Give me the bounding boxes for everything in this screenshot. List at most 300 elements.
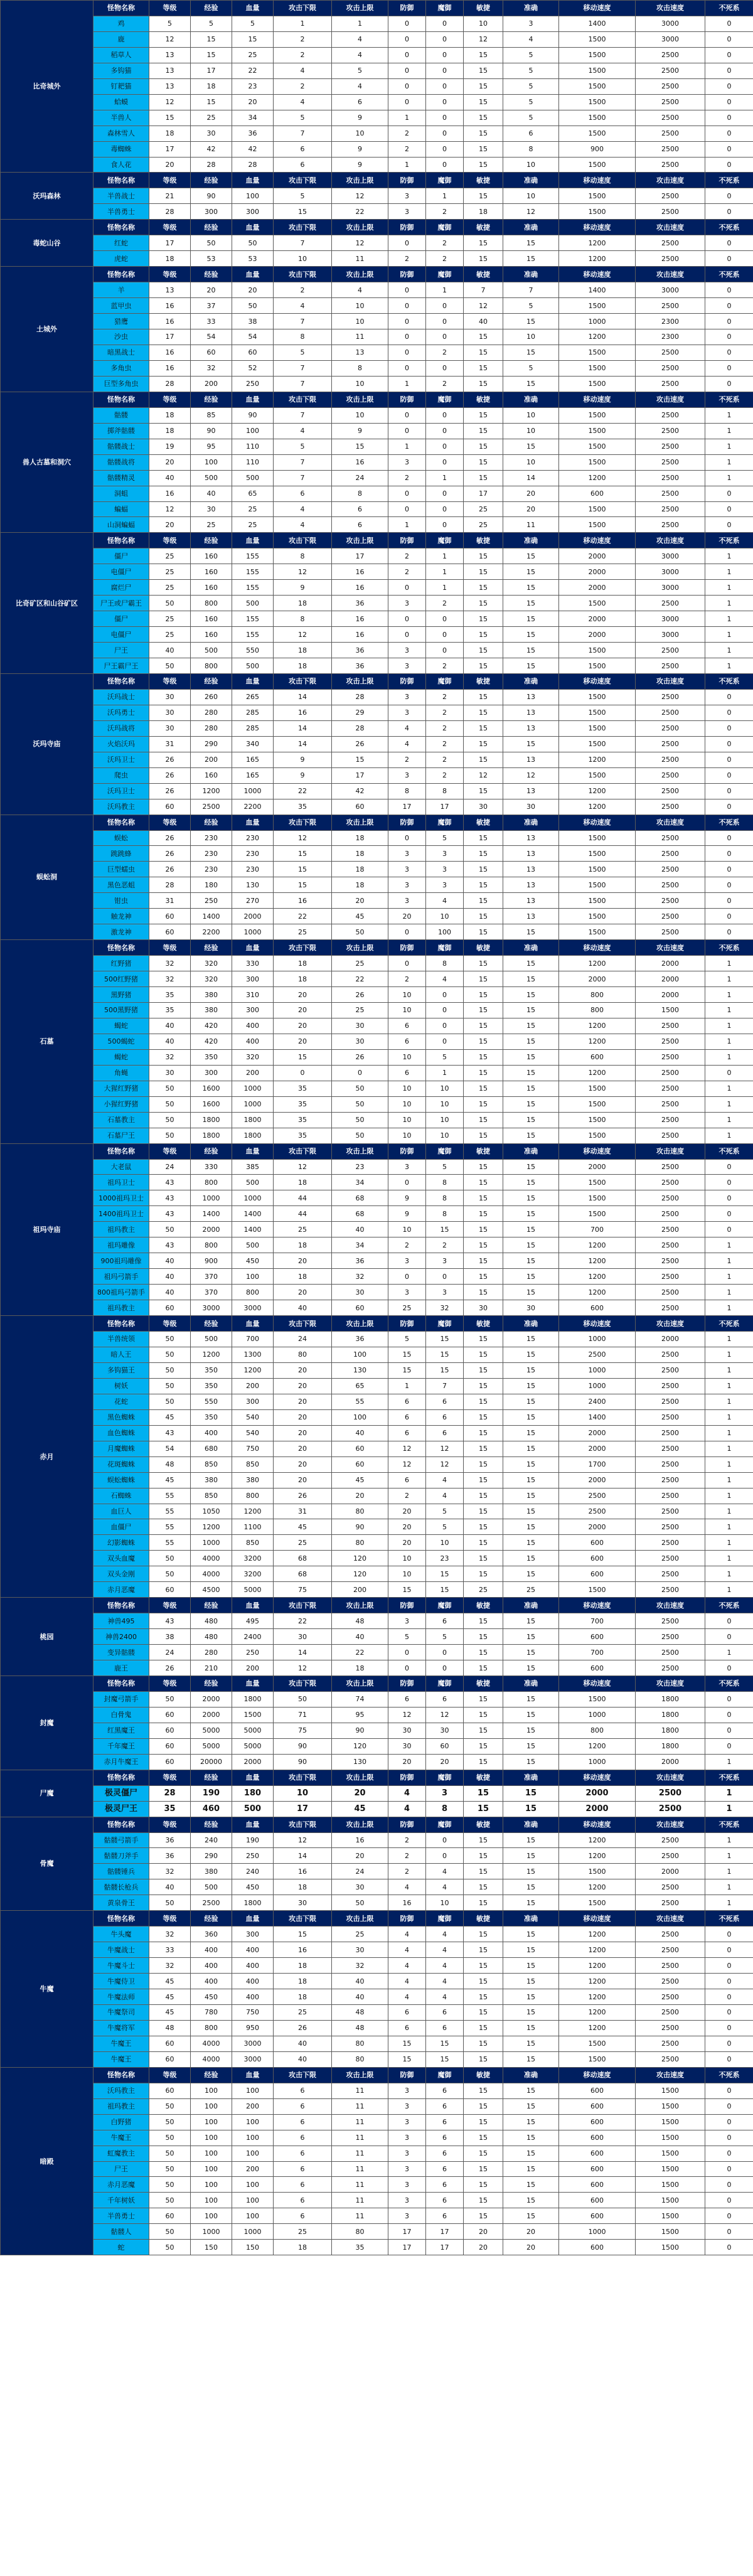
cell-attack-speed: 2500 [636,1801,705,1817]
table-row [1,329,753,345]
cell-exp: 350 [191,1362,232,1378]
cell-move-speed: 1500 [559,360,636,376]
column-header-move-speed: 移动速度 [559,220,636,235]
cell-hp: 300 [232,1927,274,1942]
cell-magic-defense: 10 [426,1081,464,1096]
cell-attack-speed: 1500 [636,2161,705,2177]
cell-hp: 20 [232,94,274,110]
column-header-magic-defense: 魔御 [426,1770,464,1785]
column-header-undead: 不死系 [705,1770,753,1785]
cell-agility: 15 [464,720,503,736]
cell-attack-max: 10 [332,407,388,423]
column-header-monster-name: 怪物名称 [93,1143,149,1159]
cell-undead: 1 [705,1864,753,1879]
cell-exp: 100 [191,2114,232,2130]
cell-level: 17 [149,329,191,345]
column-header-defense: 防御 [388,940,426,956]
cell-monster-name: 激龙神 [93,924,149,940]
cell-accuracy: 5 [503,63,559,78]
cell-level: 26 [149,783,191,799]
cell-level: 60 [149,924,191,940]
cell-agility: 15 [464,329,503,345]
cell-attack-speed: 2500 [636,1237,705,1253]
cell-accuracy: 15 [503,1723,559,1738]
cell-agility: 15 [464,188,503,204]
cell-hp: 300 [232,971,274,987]
cell-accuracy: 15 [503,1378,559,1394]
cell-move-speed: 1500 [559,2051,636,2067]
cell-hp: 1000 [232,1096,274,1112]
cell-move-speed: 1500 [559,126,636,141]
cell-hp: 90 [232,407,274,423]
cell-agility: 30 [464,799,503,815]
cell-attack-max: 4 [332,47,388,63]
cell-attack-min: 20 [274,1378,332,1394]
cell-defense: 6 [388,1472,426,1488]
cell-level: 43 [149,1425,191,1441]
cell-magic-defense: 5 [426,830,464,846]
cell-level: 13 [149,282,191,298]
header-row [1,392,753,407]
column-header-attack-speed: 攻击速度 [636,220,705,235]
cell-magic-defense: 8 [426,1175,464,1190]
cell-level: 16 [149,345,191,360]
table-row [1,2114,753,2130]
cell-move-speed: 1500 [559,94,636,110]
cell-attack-max: 48 [332,2020,388,2036]
cell-hp: 100 [232,1269,274,1285]
table-row [1,611,753,627]
column-header-attack-min: 攻击下限 [274,940,332,956]
cell-attack-speed: 2500 [636,767,705,783]
cell-attack-speed: 2500 [636,1551,705,1566]
cell-attack-max: 130 [332,1362,388,1378]
cell-attack-min: 6 [274,2208,332,2224]
cell-accuracy: 5 [503,47,559,63]
cell-attack-speed: 2500 [636,2051,705,2067]
cell-agility: 15 [464,2208,503,2224]
cell-attack-speed: 2500 [636,1347,705,1362]
cell-defense: 10 [388,1566,426,1582]
cell-move-speed: 2000 [559,611,636,627]
cell-defense: 0 [388,298,426,314]
cell-agility: 15 [464,78,503,94]
cell-monster-name: 黑野猪 [93,987,149,1003]
column-header-hp: 血量 [232,1,274,16]
column-header-monster-name: 怪物名称 [93,1,149,16]
cell-monster-name: 赤月牛魔王 [93,1754,149,1770]
column-header-defense: 防御 [388,1,426,16]
cell-attack-max: 50 [332,1112,388,1128]
cell-monster-name: 蝎蛇 [93,1049,149,1065]
cell-undead: 0 [705,1613,753,1629]
column-header-magic-defense: 魔御 [426,220,464,235]
cell-defense: 3 [388,454,426,470]
cell-move-speed: 600 [559,2146,636,2161]
column-header-move-speed: 移动速度 [559,1770,636,1785]
table-row [1,31,753,47]
table-row [1,1848,753,1864]
column-header-attack-speed: 攻击速度 [636,533,705,548]
cell-undead: 0 [705,2036,753,2051]
cell-move-speed: 600 [559,2098,636,2114]
cell-accuracy: 15 [503,658,559,674]
cell-monster-name: 巨型多角虫 [93,376,149,392]
cell-hp: 400 [232,1974,274,1989]
cell-monster-name: 腐烂尸 [93,580,149,596]
cell-undead: 0 [705,2020,753,2036]
cell-undead: 1 [705,627,753,643]
cell-hp: 230 [232,846,274,862]
cell-monster-name: 暗人王 [93,1347,149,1362]
cell-attack-speed: 2500 [636,1832,705,1848]
cell-attack-speed: 2500 [636,1879,705,1895]
cell-level: 60 [149,909,191,924]
cell-defense: 6 [388,1034,426,1049]
cell-level: 60 [149,1300,191,1316]
cell-defense: 6 [388,1065,426,1081]
cell-exp: 100 [191,454,232,470]
cell-agility: 20 [464,2224,503,2240]
cell-attack-max: 25 [332,956,388,971]
header-row [1,1911,753,1927]
cell-attack-speed: 1500 [636,2224,705,2240]
cell-accuracy: 15 [503,1660,559,1676]
header-row [1,1143,753,1159]
column-header-undead: 不死系 [705,2067,753,2083]
cell-hp: 100 [232,2208,274,2224]
cell-accuracy: 5 [503,110,559,126]
column-header-exp: 经验 [191,1598,232,1613]
cell-attack-min: 7 [274,314,332,329]
cell-exp: 100 [191,2083,232,2098]
cell-exp: 500 [191,470,232,486]
cell-magic-defense: 2 [426,658,464,674]
cell-monster-name: 花蛇 [93,1394,149,1409]
cell-attack-speed: 2500 [636,1989,705,2005]
cell-magic-defense: 6 [426,2177,464,2193]
cell-monster-name: 1400祖玛卫士 [93,1206,149,1222]
cell-monster-name: 沃玛战将 [93,720,149,736]
cell-accuracy: 5 [503,78,559,94]
cell-monster-name: 蛇 [93,2240,149,2255]
cell-monster-name: 蝎蛇 [93,1018,149,1034]
cell-defense: 3 [388,204,426,220]
cell-attack-speed: 2500 [636,1222,705,1237]
cell-exp: 15 [191,47,232,63]
cell-move-speed: 1200 [559,1269,636,1285]
table-row [1,1832,753,1848]
cell-monster-name: 500红野猪 [93,971,149,987]
cell-attack-min: 26 [274,1488,332,1504]
cell-attack-min: 18 [274,971,332,987]
cell-attack-max: 120 [332,1551,388,1566]
cell-move-speed: 1500 [559,1582,636,1598]
cell-attack-min: 20 [274,1253,332,1269]
cell-defense: 4 [388,1801,426,1817]
cell-attack-speed: 2500 [636,720,705,736]
cell-defense: 3 [388,2208,426,2224]
cell-monster-name: 骷髅锤兵 [93,1864,149,1879]
cell-attack-max: 90 [332,1723,388,1738]
column-header-level: 等级 [149,1770,191,1785]
cell-agility: 15 [464,1253,503,1269]
column-header-attack-speed: 攻击速度 [636,1911,705,1927]
cell-attack-max: 130 [332,1754,388,1770]
cell-move-speed: 1500 [559,767,636,783]
cell-accuracy: 15 [503,1927,559,1942]
cell-magic-defense: 7 [426,1378,464,1394]
cell-undead: 1 [705,1332,753,1347]
column-header-monster-name: 怪物名称 [93,173,149,188]
cell-defense: 20 [388,1754,426,1770]
cell-agility: 15 [464,110,503,126]
cell-undead: 0 [705,94,753,110]
column-header-exp: 经验 [191,815,232,830]
cell-defense: 1 [388,157,426,173]
cell-defense: 0 [388,486,426,501]
cell-attack-max: 20 [332,1848,388,1864]
cell-attack-min: 18 [274,1989,332,2005]
zone-name: 赤月 [1,1316,93,1598]
cell-attack-min: 16 [274,893,332,909]
cell-magic-defense: 1 [426,548,464,564]
column-header-exp: 经验 [191,673,232,689]
cell-agility: 15 [464,439,503,454]
cell-attack-max: 15 [332,752,388,767]
column-header-monster-name: 怪物名称 [93,1817,149,1832]
cell-hp: 150 [232,2240,274,2255]
cell-attack-min: 25 [274,1535,332,1551]
cell-undead: 0 [705,251,753,267]
cell-attack-min: 10 [274,251,332,267]
cell-move-speed: 1700 [559,1456,636,1472]
cell-attack-max: 30 [332,1018,388,1034]
cell-attack-min: 14 [274,720,332,736]
cell-attack-max: 42 [332,783,388,799]
cell-agility: 15 [464,1175,503,1190]
cell-agility: 15 [464,580,503,596]
cell-monster-name: 沃玛战士 [93,689,149,705]
cell-accuracy: 15 [503,345,559,360]
cell-magic-defense: 2 [426,720,464,736]
column-header-attack-max: 攻击上限 [332,1,388,16]
cell-monster-name: 白骨鬼 [93,1707,149,1723]
cell-level: 30 [149,689,191,705]
cell-attack-max: 34 [332,1237,388,1253]
cell-level: 45 [149,1974,191,1989]
table-row [1,1895,753,1911]
cell-undead: 1 [705,407,753,423]
cell-monster-name: 僵尸 [93,611,149,627]
cell-hp: 1800 [232,1128,274,1143]
cell-move-speed: 600 [559,1566,636,1582]
cell-magic-defense: 6 [426,2208,464,2224]
cell-magic-defense: 8 [426,1190,464,1206]
cell-attack-min: 15 [274,204,332,220]
cell-accuracy: 5 [503,298,559,314]
cell-hp: 700 [232,1332,274,1347]
cell-level: 55 [149,1504,191,1519]
cell-attack-max: 8 [332,486,388,501]
column-header-attack-min: 攻击下限 [274,392,332,407]
cell-accuracy: 15 [503,2020,559,2036]
cell-magic-defense: 6 [426,2161,464,2177]
cell-exp: 160 [191,767,232,783]
cell-defense: 20 [388,1504,426,1519]
cell-exp: 230 [191,846,232,862]
cell-exp: 370 [191,1269,232,1285]
cell-move-speed: 1500 [559,877,636,893]
cell-attack-max: 16 [332,1832,388,1848]
zone-name: 沃玛寺庙 [1,673,93,815]
cell-hp: 1500 [232,1707,274,1723]
table-row [1,1927,753,1942]
cell-magic-defense: 15 [426,1347,464,1362]
cell-move-speed: 1200 [559,470,636,486]
cell-level: 35 [149,987,191,1003]
cell-hp: 1000 [232,1190,274,1206]
cell-agility: 15 [464,2130,503,2146]
cell-monster-name: 大猩红野猪 [93,1081,149,1096]
cell-agility: 15 [464,360,503,376]
column-header-attack-min: 攻击下限 [274,220,332,235]
table-row [1,1613,753,1629]
cell-exp: 200 [191,376,232,392]
table-row [1,893,753,909]
cell-accuracy: 15 [503,1551,559,1566]
cell-monster-name: 骷髅弓箭手 [93,1832,149,1848]
cell-attack-max: 18 [332,830,388,846]
column-header-attack-speed: 攻击速度 [636,1,705,16]
cell-attack-max: 18 [332,877,388,893]
column-header-defense: 防御 [388,173,426,188]
cell-undead: 1 [705,1096,753,1112]
cell-hp: 54 [232,329,274,345]
cell-defense: 0 [388,360,426,376]
column-header-attack-speed: 攻击速度 [636,815,705,830]
column-header-accuracy: 准确 [503,533,559,548]
cell-move-speed: 1200 [559,2005,636,2021]
column-header-attack-max: 攻击上限 [332,815,388,830]
cell-accuracy: 15 [503,1566,559,1582]
table-row [1,1112,753,1128]
cell-accuracy: 15 [503,1159,559,1175]
cell-undead: 1 [705,1378,753,1394]
cell-hp: 34 [232,110,274,126]
cell-agility: 15 [464,627,503,643]
cell-undead: 1 [705,1879,753,1895]
cell-hp: 750 [232,1441,274,1456]
cell-agility: 15 [464,1879,503,1895]
cell-attack-min: 17 [274,1801,332,1817]
cell-move-speed: 1200 [559,235,636,251]
cell-hp: 450 [232,1253,274,1269]
cell-undead: 1 [705,1128,753,1143]
cell-move-speed: 1500 [559,47,636,63]
cell-attack-max: 11 [332,2177,388,2193]
cell-accuracy: 6 [503,126,559,141]
cell-attack-max: 11 [332,2208,388,2224]
cell-move-speed: 2000 [559,1801,636,1817]
cell-attack-min: 7 [274,470,332,486]
cell-hp: 200 [232,2161,274,2177]
column-header-agility: 敏捷 [464,1817,503,1832]
cell-accuracy: 15 [503,1049,559,1065]
cell-defense: 3 [388,689,426,705]
cell-monster-name: 神兽2400 [93,1629,149,1645]
cell-level: 60 [149,2051,191,2067]
cell-agility: 15 [464,345,503,360]
column-header-undead: 不死系 [705,392,753,407]
cell-agility: 15 [464,1034,503,1049]
column-header-attack-speed: 攻击速度 [636,173,705,188]
cell-undead: 0 [705,1660,753,1676]
cell-level: 26 [149,830,191,846]
cell-move-speed: 1500 [559,454,636,470]
cell-attack-min: 20 [274,1441,332,1456]
table-row [1,1738,753,1754]
cell-defense: 3 [388,846,426,862]
cell-magic-defense: 2 [426,204,464,220]
cell-move-speed: 600 [559,2240,636,2255]
cell-exp: 900 [191,1253,232,1269]
cell-magic-defense: 4 [426,1927,464,1942]
cell-undead: 1 [705,658,753,674]
column-header-accuracy: 准确 [503,220,559,235]
cell-magic-defense: 0 [426,1269,464,1285]
cell-defense: 4 [388,736,426,752]
column-header-accuracy: 准确 [503,1,559,16]
cell-exp: 90 [191,188,232,204]
cell-agility: 15 [464,1362,503,1378]
cell-hp: 180 [232,1785,274,1801]
cell-exp: 460 [191,1801,232,1817]
table-row [1,1551,753,1566]
cell-magic-defense: 23 [426,1551,464,1566]
cell-undead: 0 [705,110,753,126]
cell-attack-max: 11 [332,2098,388,2114]
cell-move-speed: 600 [559,1660,636,1676]
table-row [1,2146,753,2161]
cell-defense: 3 [388,893,426,909]
table-row [1,251,753,267]
cell-attack-max: 17 [332,767,388,783]
cell-agility: 15 [464,1974,503,1989]
column-header-undead: 不死系 [705,815,753,830]
cell-defense: 2 [388,1237,426,1253]
cell-magic-defense: 4 [426,1879,464,1895]
column-header-magic-defense: 魔御 [426,173,464,188]
cell-accuracy: 12 [503,767,559,783]
cell-attack-min: 44 [274,1206,332,1222]
cell-magic-defense: 8 [426,783,464,799]
cell-level: 35 [149,1801,191,1817]
cell-attack-speed: 2500 [636,1253,705,1269]
cell-attack-min: 20 [274,1018,332,1034]
cell-exp: 100 [191,2161,232,2177]
cell-defense: 0 [388,501,426,517]
cell-magic-defense: 17 [426,2224,464,2240]
cell-attack-max: 11 [332,2161,388,2177]
cell-undead: 1 [705,1519,753,1535]
cell-level: 28 [149,204,191,220]
cell-monster-name: 尸王 [93,2161,149,2177]
column-header-defense: 防御 [388,1143,426,1159]
cell-monster-name: 尸王霸尸王 [93,658,149,674]
cell-attack-max: 28 [332,720,388,736]
cell-accuracy: 12 [503,204,559,220]
